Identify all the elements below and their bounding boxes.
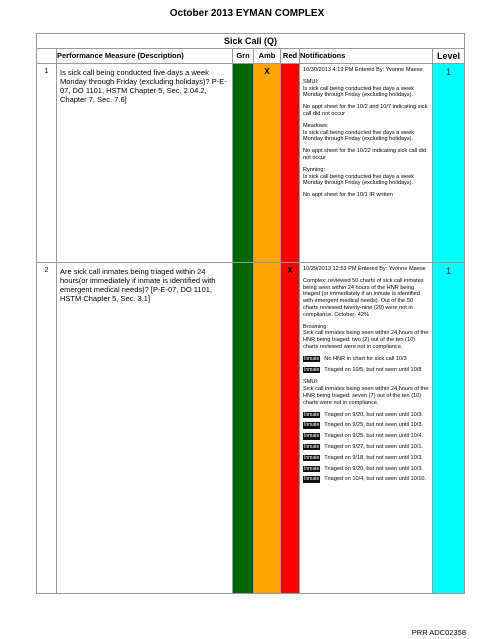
redaction-box: Inmate <box>304 454 320 461</box>
red-header: Red <box>281 49 300 64</box>
redacted-item-text: Triaged on 9/20, but not seen until 10/3. <box>324 411 423 418</box>
note-text: No appt sheet for the 10/1 IR written <box>303 192 393 199</box>
notifications-cell <box>300 263 433 594</box>
level-cell: 1 <box>433 64 465 263</box>
redacted-item <box>303 466 429 473</box>
grn-header: Grn <box>233 49 254 64</box>
redaction-box: Inmate <box>304 355 320 362</box>
amb-header: Amb <box>254 49 281 64</box>
redacted-item-text: Triaged on 9/25, but not seen until 10/3. <box>324 422 423 429</box>
redacted-item <box>303 455 429 462</box>
redacted-item-text: Triaged on 9/20, but not seen until 10/3. <box>324 465 423 472</box>
red-status-cell <box>281 263 300 594</box>
level-cell: 1 <box>433 263 465 594</box>
note-text: No appt sheet for the 10/22 indicating sick call did not occur <box>303 148 427 161</box>
redacted-item-text: Triaged on 9/27, but not seen until 10/1. <box>324 443 423 450</box>
amber-status-cell <box>254 64 281 263</box>
redacted-item <box>303 367 429 374</box>
redacted-item <box>303 412 429 419</box>
table-row <box>37 64 465 263</box>
row-number: 2 <box>37 263 57 594</box>
redaction-box: Inmate <box>304 366 320 373</box>
redaction-box: Inmate <box>304 411 320 418</box>
redaction-box: Inmate <box>304 422 320 429</box>
redacted-item <box>303 356 429 363</box>
redacted-item-text: No HNR in chart for sick call 10/3 <box>324 355 407 362</box>
note-text: 10/30/2013 4:19 PM Entered By: Yvonne Maese <box>303 67 423 73</box>
page-title: October 2013 EYMAN COMPLEX <box>169 8 325 19</box>
green-status-cell <box>233 263 254 594</box>
redaction-box: Inmate <box>304 476 320 483</box>
notifications-cell <box>300 64 433 263</box>
status-mark: X <box>287 266 293 275</box>
red-status-cell <box>281 64 300 263</box>
measure-header: Performance Measure (Description) <box>57 49 233 64</box>
table-row <box>37 263 465 594</box>
note-text: SMUI: Is sick call being conducted five days a week Monday through Friday (excluding holidays). <box>303 78 415 99</box>
document-code: PRR ADC02358 <box>411 628 466 637</box>
performance-table <box>36 33 465 594</box>
performance-measure: Is sick call being conducted five days a week Monday through Friday (excluding holidays)? P-E-07, DO 1101, HSTM Chapter 5, Sec. 2.04.2, Chapter 7, Sec. 7.6] <box>57 64 233 263</box>
green-status-cell <box>233 64 254 263</box>
performance-measure: Are sick call inmates being triaged within 24 hours(or immediately if inmate is identified with emergent medical needs)? [P-E-07, DO 1101, HSTM Chapter 5, Sec. 3.1] <box>57 263 233 594</box>
note-text: Rynning: Is sick call being conducted five days a week Monday through Friday (excluding holidays). <box>303 166 415 187</box>
note-text: 10/29/2013 12:53 PM Entered By: Yvonne Maese <box>303 266 426 272</box>
redacted-item-text: Triaged on 9/18, but not seen until 10/3. <box>324 454 423 461</box>
amber-status-cell <box>254 263 281 594</box>
redacted-item <box>303 433 429 440</box>
section-title: Sick Call (Q) <box>37 34 465 49</box>
redacted-item <box>303 422 429 429</box>
note-text: Browning: Sick call inmates being seen within 24 hours of the HNR being triaged: two (2) out of the ten (10) charts reviewed were not in compliance. <box>303 323 429 350</box>
num-header <box>37 49 57 64</box>
redacted-item <box>303 476 429 483</box>
redaction-box: Inmate <box>304 443 320 450</box>
note-text: No appt sheet for the 10/2 and 10/7 indicating sick call did not occur <box>303 104 428 117</box>
redacted-item-text: Triaged on 9/25, but not seen until 10/4. <box>324 433 423 440</box>
note-text: Complex: reviewed 50 charts of sick call inmates being seen within 24 hours of the HNR being triaged (or immediately if an inmate is identified with emergent medical needs). Out of the 50 charts reviewed twenty-nine (29) were not in compliance. October- 42% <box>303 277 424 318</box>
note-text: Meadows: Is sick call being conducted five days a week Monday through Friday (excluding holidays). <box>303 122 415 143</box>
redacted-item-text: Triaged on 10/5, but not seen until 10/8 <box>324 366 422 373</box>
level-header: Level <box>433 49 465 64</box>
redacted-item <box>303 444 429 451</box>
redaction-box: Inmate <box>304 465 320 472</box>
row-number: 1 <box>37 64 57 263</box>
status-mark: X <box>264 67 270 76</box>
notifications-header: Notifications <box>300 49 433 64</box>
redaction-box: Inmate <box>304 433 320 440</box>
note-text: SMUI: Sick call inmates being seen within 24 hours of the HNR being triaged: seven (7) out of the ten (10) charts were not in compliance. <box>303 379 429 406</box>
redacted-item-text: Triaged on 10/4, but not seen until 10/10. <box>324 476 427 483</box>
